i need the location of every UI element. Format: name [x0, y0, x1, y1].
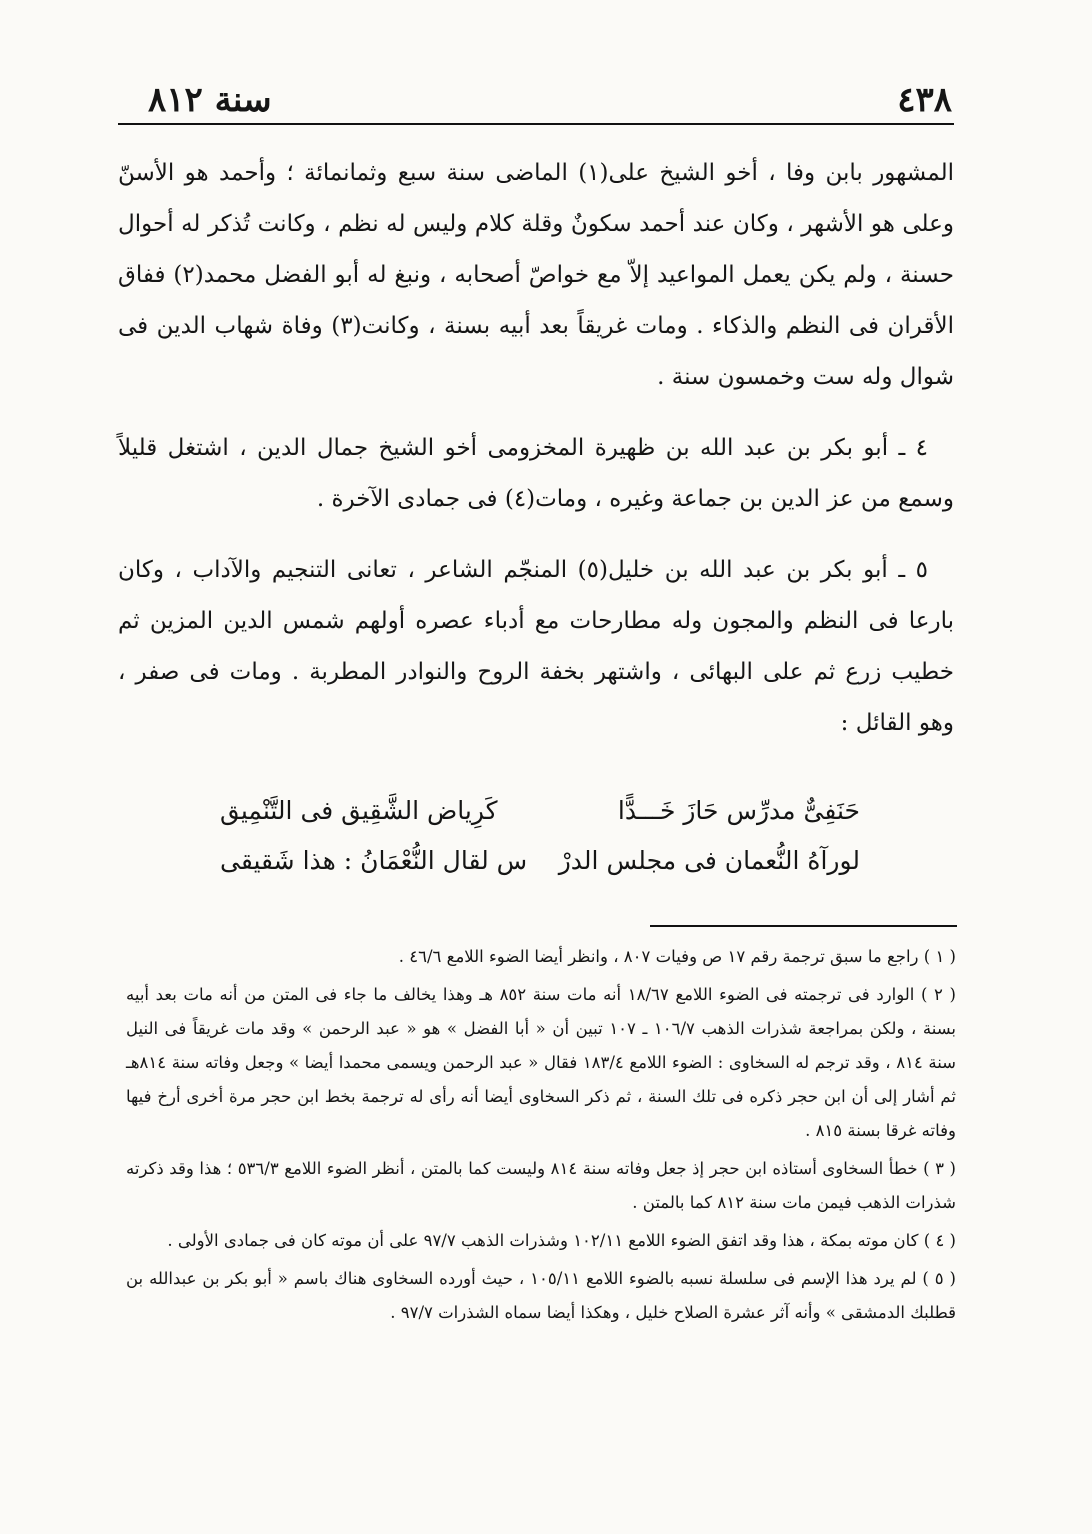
footnotes: [126, 940, 956, 1334]
verse-2-first-hemistich: لورآهُ النُّعمان فى مجلس الدرْ: [558, 846, 860, 875]
main-text: [118, 148, 954, 749]
footnote-3: ( ٣ ) خطأ السخاوى أستاذه ابن حجر إذ جعل وفاته سنة ٨١٤ وليست كما بالمتن ، أنظر الضوء اللامع ٥٣٦/٣ ؛ هذا وقد ذكرته شذرات الذهب فيمن مات سنة ٨١٢ كما بالمتن .: [126, 1159, 956, 1212]
footnote-rule: [650, 925, 957, 927]
header-rule: [118, 123, 954, 125]
verse-2-second-hemistich: س لقال النُّعْمَانُ : هذا شَقيقى: [220, 846, 528, 875]
footnote-2: ( ٢ ) الوارد فى ترجمته فى الضوء اللامع ١٨/٦٧ أنه مات سنة ٨٥٢ هـ وهذا يخالف ما جاء فى المتن من أنه مات بعد أبيه بسنة ، ولكن بمراجعة شذرات الذهب ١٠٦/٧ ـ ١٠٧ تبين أن « أبا الفضل » هو « عبد الرحمن » وقد مات غريقاً فى النيل سنة ٨١٤ ، وقد ترجم له السخاوى : الضوء اللامع ١٨٣/٤ فقال « عبد الرحمن ويسمى محمدا أيضا » وجعل وفاته سنة ٨١٤هـ ثم أشار إلى أن ابن حجر ذكره فى تلك السنة ، ثم ذكر السخاوى أيضا أنه رأى له ترجمة بخط ابن حجر مرة أخرى أرخ فيها وفاته غرقا بسنة ٨١٥ .: [126, 985, 957, 1140]
footnote-5: ( ٥ ) لم يرد هذا الإسم فى سلسلة نسبه بالضوء اللامع ١٠٥/١١ ، حيث أورده السخاوى هناك باسم « أبو بكر بن عبدالله بن قطلبك الدمشقى » وأنه آثر عشرة الصلاح خليل ، وهكذا أيضا سماه الشذرات ٩٧/٧ .: [126, 1269, 956, 1322]
page-number: ٤٣٨: [897, 80, 952, 120]
poem-verse-2: [220, 846, 860, 896]
footnote-1: ( ١ ) راجع ما سبق ترجمة رقم ١٧ ص وفيات ٨٠٧ ، وانظر أيضا الضوء اللامع ٤٦/٦ .: [398, 947, 956, 966]
paragraph-3: ٥ ـ أبو بكر بن عبد الله بن خليل(٥) المنجّم الشاعر ، تعانى التنجيم والآداب ، وكان بارعا فى النظم والمجون وله مطارحات مع أدباء عصره أولهم شمس الدين المزين ثم خطيب زرع ثم على البهائى ، واشتهر بخفة الروح والنوادر المطربة . ومات فى صفر ، وهو القائل :: [118, 557, 954, 736]
paragraph-1: المشهور بابن وفا ، أخو الشيخ على(١) الماضى سنة سبع وثمانمائة ؛ وأحمد هو الأسنّ وعلى هو الأشهر ، وكان عند أحمد سكونٌ وقلة كلام وليس له نظم ، وكانت تُذكر له أحوال حسنة ، ولم يكن يعمل المواعيد إلاّ مع خواصّ أصحابه ، ونبغ له أبو الفضل محمد(٢) ففاق الأقران فى النظم والذكاء . ومات غريقاً بعد أبيه بسنة ، وكانت(٣) وفاة شهاب الدين فى شوال وله ست وخمسون سنة .: [118, 160, 954, 390]
poem-verse-1: [220, 796, 860, 846]
poem: [220, 796, 860, 896]
running-head-year: سنة ٨١٢: [148, 80, 272, 120]
verse-1-first-hemistich: حَنَفِىٌّ مدرِّس حَازَ خَـــدًّا: [617, 796, 860, 825]
footnote-4: ( ٤ ) كان موته بمكة ، هذا وقد اتفق الضوء اللامع ١٠٢/١١ وشذرات الذهب ٩٧/٧ على أن موته كان فى جمادى الأولى .: [167, 1231, 956, 1250]
page-header: [118, 78, 952, 118]
paragraph-2: ٤ ـ أبو بكر بن عبد الله بن ظهيرة المخزومى أخو الشيخ جمال الدين ، اشتغل قليلاً وسمع من عز الدين بن جماعة وغيره ، ومات(٤) فى جمادى الآخرة .: [118, 435, 954, 512]
verse-1-second-hemistich: كَرِياض الشَّقِيق فى التَّنْمِيق: [220, 796, 498, 825]
